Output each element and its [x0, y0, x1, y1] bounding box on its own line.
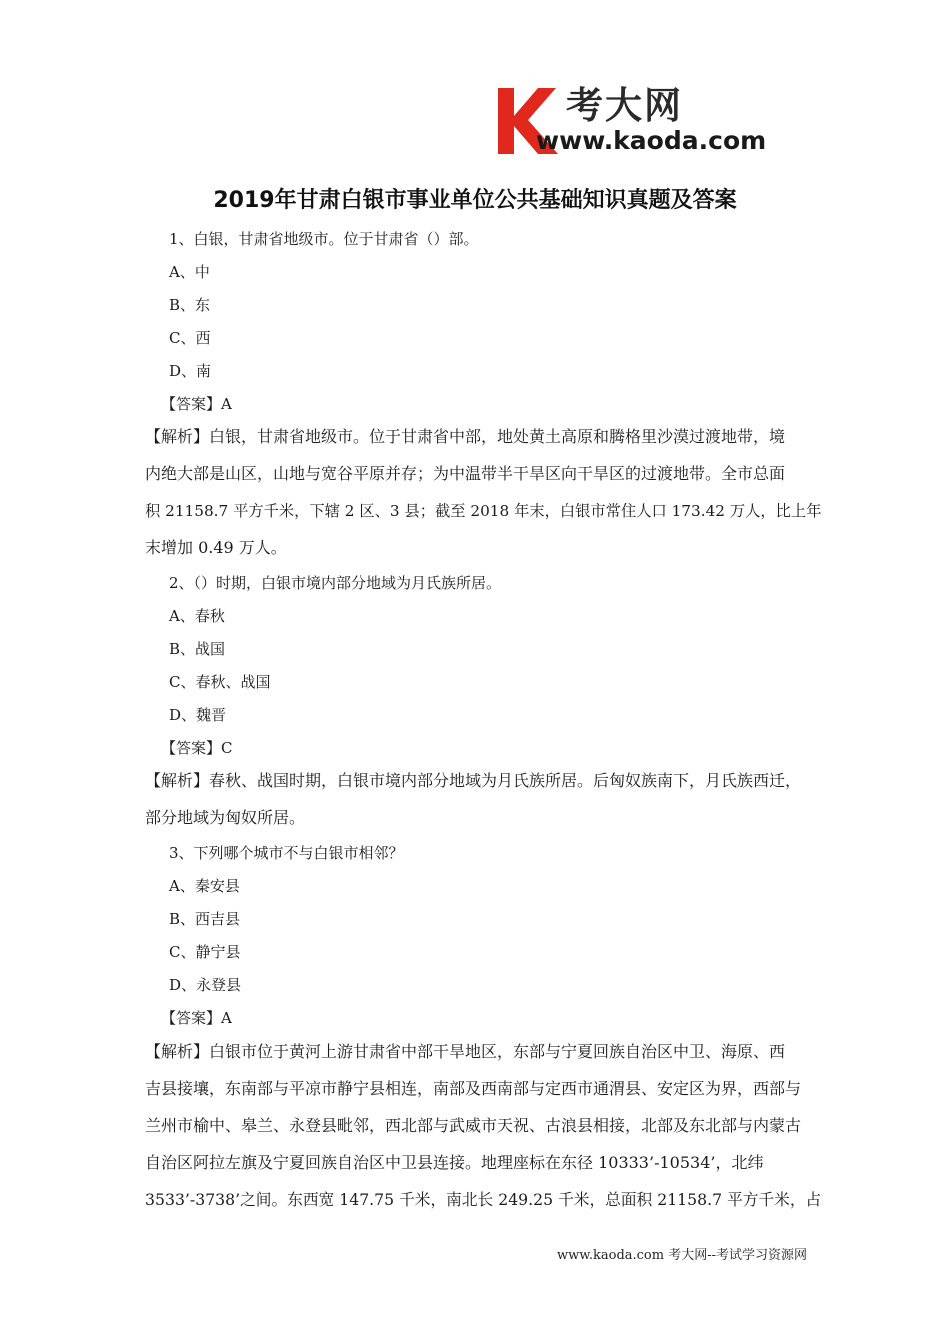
q1-option-d: D、南 — [169, 362, 212, 380]
q1-answer: 【答案】A — [161, 395, 232, 413]
q3-explanation-line: 自治区阿拉左旗及宁夏回族自治区中卫县连接。地理座标在东径 10333’-10534’，北纬 — [145, 1153, 764, 1172]
q1-explanation-line: 积 21158.7 平方千米，下辖 2 区、3 县；截至 2018 年末，白银市常住人口 173.42 万人，比上年 — [145, 502, 822, 520]
q1-option-c: C、西 — [169, 329, 211, 347]
q2-option-a: A、春秋 — [169, 607, 225, 625]
question-3: 3、下列哪个城市不与白银市相邻？ — [169, 844, 404, 862]
kaoda-logo — [492, 82, 812, 160]
logo-url: www.kaoda.com — [536, 126, 767, 155]
question-2: 2、（）时期，白银市境内部分地域为月氏族所居。 — [169, 574, 502, 592]
q3-option-b: B、西吉县 — [169, 910, 241, 928]
q3-explanation-line: 3533’-3738’之间。东西宽 147.75 千米，南北长 249.25 千米，总面积 21158.7 平方千米，占 — [145, 1190, 822, 1209]
q1-explanation-line: 【解析】白银，甘肃省地级市。位于甘肃省中部，地处黄土高原和腾格里沙漠过渡地带，境 — [145, 427, 786, 446]
q3-explanation-line: 吉县接壤，东南部与平凉市静宁县相连，南部及西南部与定西市通渭县、安定区为界，西部与 — [145, 1079, 802, 1098]
q1-explanation-line: 内绝大部是山区，山地与宽谷平原并存；为中温带半干旱区向干旱区的过渡地带。全市总面 — [145, 464, 786, 483]
document-title: 2019年甘肃白银市事业单位公共基础知识真题及答案 — [213, 188, 737, 213]
q3-explanation-line: 【解析】白银市位于黄河上游甘肃省中部干旱地区，东部与宁夏回族自治区中卫、海原、西 — [145, 1042, 786, 1061]
q2-explanation-line: 【解析】春秋、战国时期，白银市境内部分地域为月氏族所居。后匈奴族南下，月氏族西迁， — [145, 771, 802, 790]
q2-explanation-line: 部分地域为匈奴所居。 — [145, 808, 306, 827]
q3-explanation-line: 兰州市榆中、皋兰、永登县毗邻，西北部与武威市天祝、古浪县相接，北部及东北部与内蒙古 — [145, 1116, 802, 1135]
q3-option-a: A、秦安县 — [169, 877, 240, 895]
q2-answer: 【答案】C — [161, 739, 233, 757]
question-1: 1、白银，甘肃省地级市。位于甘肃省（）部。 — [169, 230, 479, 248]
q2-option-c: C、春秋、战国 — [169, 673, 271, 691]
q3-option-d: D、永登县 — [169, 976, 242, 994]
q3-answer: 【答案】A — [161, 1009, 232, 1027]
q2-option-d: D、魏晋 — [169, 706, 227, 724]
logo-chinese-name: 考大网 — [566, 84, 683, 127]
q3-option-c: C、静宁县 — [169, 943, 241, 961]
q1-option-b: B、东 — [169, 296, 211, 314]
q1-option-a: A、中 — [169, 263, 210, 281]
q1-explanation-line: 末增加 0.49 万人。 — [145, 538, 287, 557]
page-footer: www.kaoda.com 考大网--考试学习资源网 — [557, 1248, 807, 1263]
q2-option-b: B、战国 — [169, 640, 226, 658]
